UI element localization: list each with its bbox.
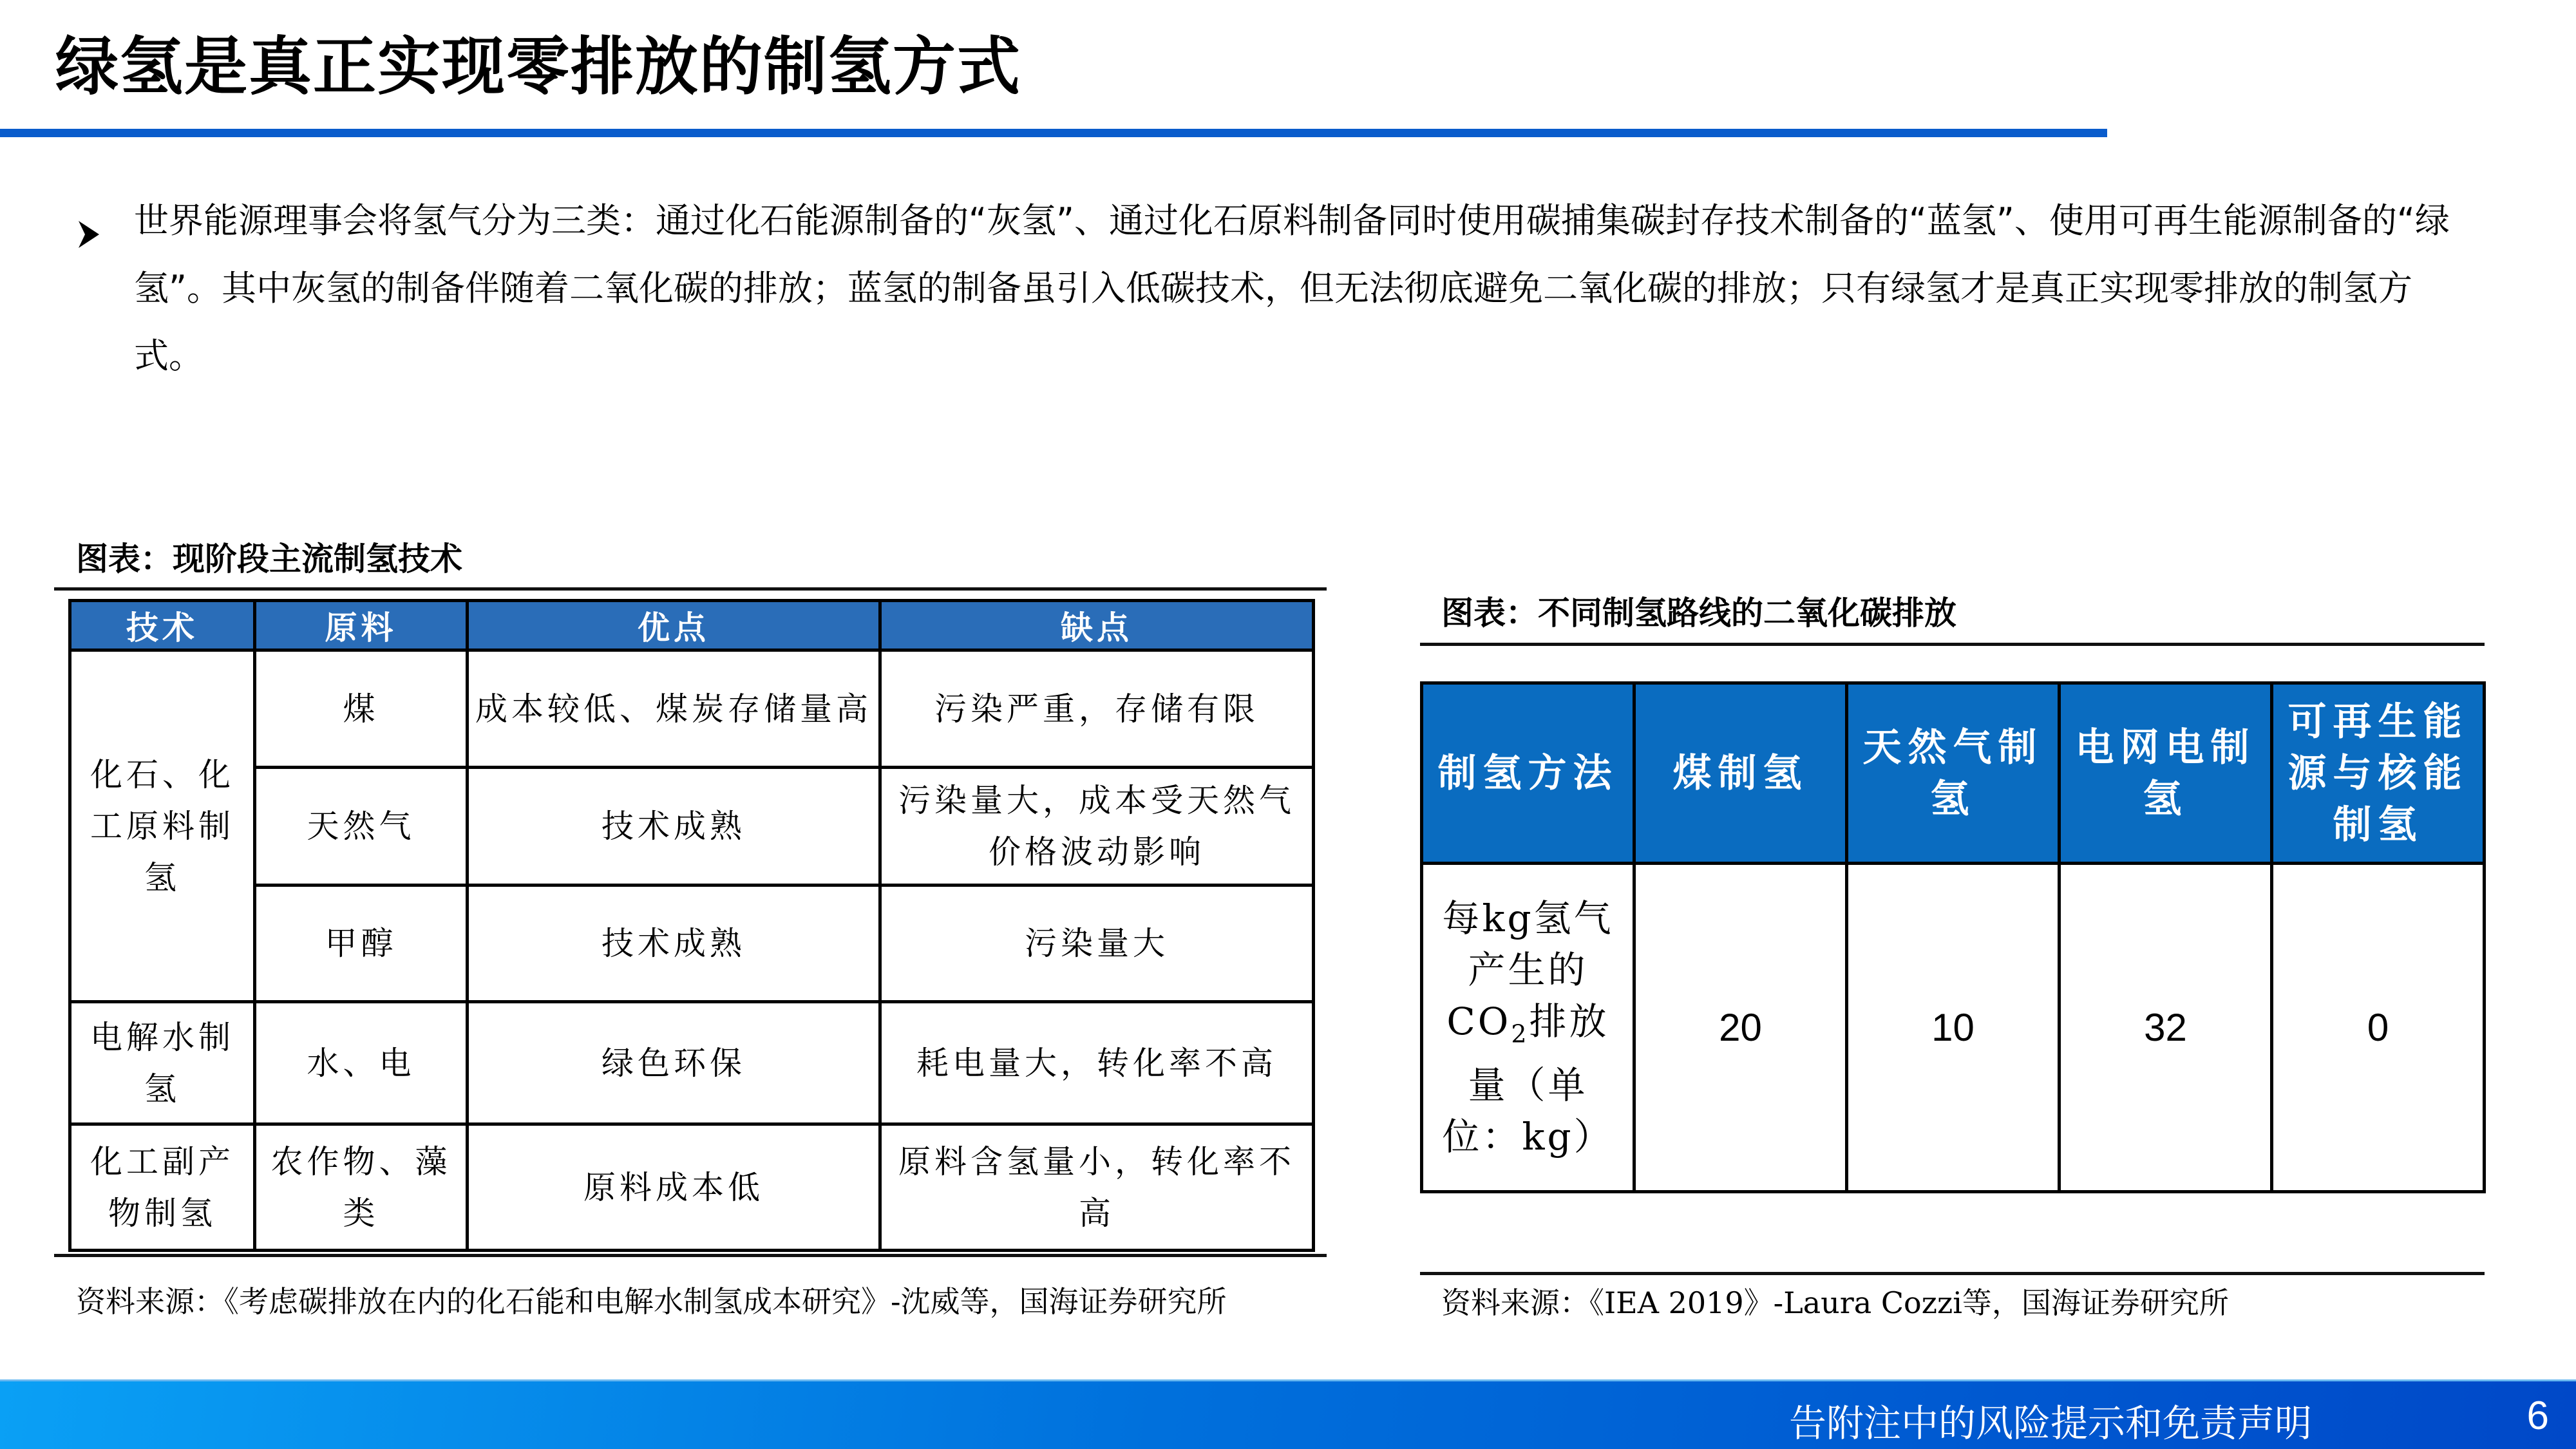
slide-title: 绿氢是真正实现零排放的制氢方式	[55, 30, 1022, 104]
table-row	[70, 1002, 1314, 1124]
header-technology: 技术	[70, 601, 255, 650]
value-renewable-nuclear: 0	[2272, 864, 2485, 1192]
right-table-source: 资料来源：《IEA 2019》-Laura Cozzi等，国海证券研究所	[1441, 1285, 2229, 1320]
row-label-unit: 排放量（单位：kg）	[1442, 999, 1614, 1159]
value-natural-gas: 10	[1847, 864, 2060, 1192]
hydrogen-tech-table	[68, 599, 1315, 1252]
value-grid-power: 32	[2060, 864, 2272, 1192]
table-header-row	[1422, 683, 2485, 864]
header-material: 原料	[255, 601, 468, 650]
material-cell: 甲醇	[255, 886, 468, 1002]
material-cell: 农作物、藻类	[255, 1124, 468, 1251]
cons-cell: 污染量大，成本受天然气价格波动影响	[880, 768, 1314, 886]
disclaimer-text: 告附注中的风险提示和免责声明	[1788, 1401, 2312, 1445]
footer-bar	[0, 1379, 2576, 1449]
body-text: 世界能源理事会将氢气分为三类：通过化石能源制备的“灰氢”、通过化石原料制备同时使用碳捕集碳封存技术制备的“蓝氢”、使用可再生能源制备的“绿氢”。其中灰氢的制备伴随着二氧化碳的排放；蓝氢的制备虽引入低碳技术，但无法彻底避免二氧化碳的排放；只有绿氢才是真正实现零排放的制氢方式。	[134, 200, 2450, 376]
pros-cell: 绿色环保	[468, 1002, 880, 1124]
row-label-cell	[1422, 864, 1634, 1192]
page-number: 6	[2526, 1394, 2549, 1438]
body-paragraph-block	[76, 187, 2459, 390]
header-natural-gas: 天然气制氢	[1847, 683, 2060, 864]
table-row	[70, 768, 1314, 886]
left-caption-rule	[54, 587, 1327, 591]
right-table-caption: 图表：不同制氢路线的二氧化碳排放	[1441, 594, 1956, 632]
table-header-row	[70, 601, 1314, 650]
header-method: 制氢方法	[1422, 683, 1634, 864]
pros-cell: 技术成熟	[468, 768, 880, 886]
material-cell: 天然气	[255, 768, 468, 886]
header-renewable-nuclear: 可再生能源与核能制氢	[2272, 683, 2485, 864]
pros-cell: 成本较低、煤炭存储量高	[468, 650, 880, 768]
table-row	[70, 650, 1314, 768]
tech-cell: 电解水制氢	[70, 1002, 255, 1124]
left-table-source: 资料来源：《考虑碳排放在内的化石能和电解水制氢成本研究》-沈威等，国海证券研究所	[76, 1284, 1227, 1319]
cons-cell: 耗电量大，转化率不高	[880, 1002, 1314, 1124]
pros-cell: 原料成本低	[468, 1124, 880, 1251]
tech-cell: 化工副产物制氢	[70, 1124, 255, 1251]
material-cell: 水、电	[255, 1002, 468, 1124]
tech-cell: 化石、化工原料制氢	[70, 650, 255, 1002]
right-caption-rule	[1420, 643, 2485, 646]
co2-emission-table	[1420, 681, 2486, 1193]
left-table-caption: 图表：现阶段主流制氢技术	[76, 540, 462, 578]
row-label-text: 每kg氢气产生的CO	[1442, 896, 1614, 1043]
material-cell: 煤	[255, 650, 468, 768]
cons-cell: 原料含氢量小，转化率不高	[880, 1124, 1314, 1251]
cons-cell: 污染严重，存储有限	[880, 650, 1314, 768]
table-row	[70, 886, 1314, 1002]
header-grid-power: 电网电制氢	[2060, 683, 2272, 864]
header-coal: 煤制氢	[1634, 683, 1847, 864]
header-cons: 缺点	[880, 601, 1314, 650]
right-source-rule	[1420, 1272, 2485, 1275]
title-underline	[0, 129, 2107, 137]
cons-cell: 污染量大	[880, 886, 1314, 1002]
pros-cell: 技术成熟	[468, 886, 880, 1002]
header-pros: 优点	[468, 601, 880, 650]
left-source-rule	[54, 1254, 1327, 1257]
co2-subscript: 2	[1511, 1019, 1530, 1048]
value-coal: 20	[1634, 864, 1847, 1192]
table-row	[70, 1124, 1314, 1251]
table-row	[1422, 864, 2485, 1192]
arrow-bullet-icon	[76, 205, 102, 237]
